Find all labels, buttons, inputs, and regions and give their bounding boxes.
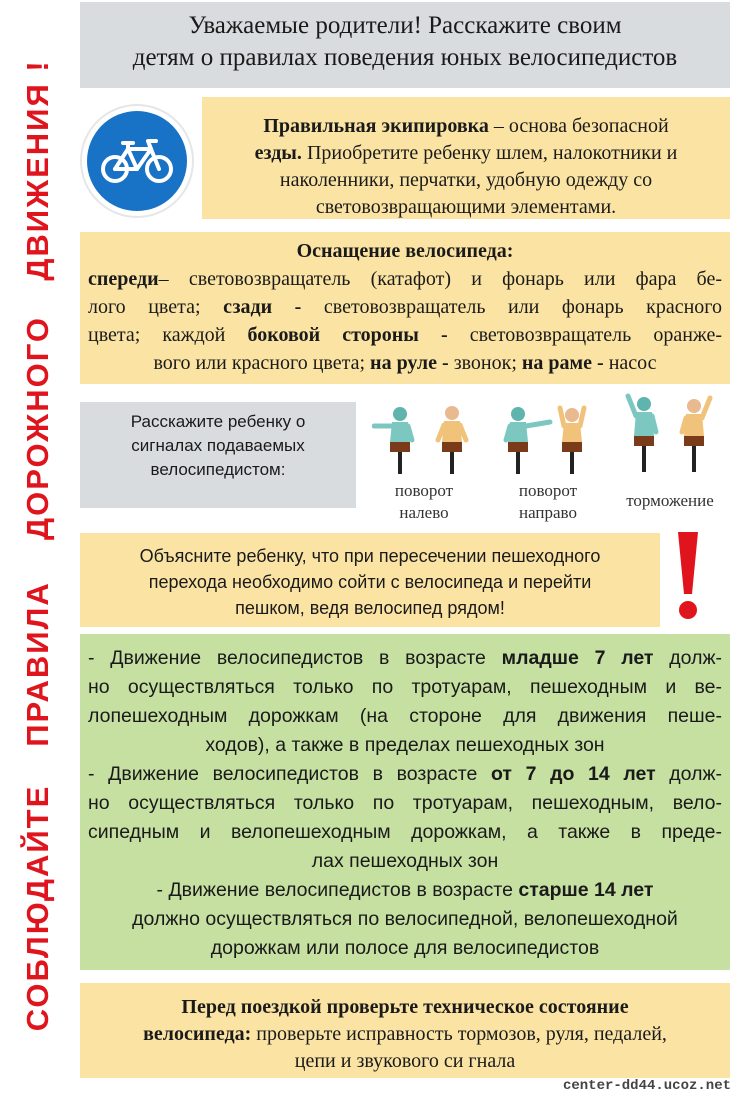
equipment-bold: Правильная экипировка <box>263 115 489 137</box>
bicycle-sign <box>80 104 194 218</box>
side-word-4: ДВИЖЕНИЯ ! <box>20 59 55 281</box>
bicycle-sign-disc <box>87 111 187 211</box>
signal-label-braking-1: торможение <box>626 491 714 510</box>
signal-label-right-1: поворот <box>518 481 578 500</box>
signals-line-1: Расскажите ребенку о <box>130 412 306 431</box>
signal-label-braking <box>606 490 734 512</box>
age-rule-1-line-3: лопешеходным дорожкам (на стороне для движения пеше- <box>88 705 722 727</box>
technical-check-line-3: цепи и звукового си гнала <box>294 1050 516 1072</box>
equipment-text-2: Приобретите ребенку шлем, налокотники и <box>301 142 678 164</box>
age-rule-1-line-2: но осуществляться только по тротуарам, пешеходным и ве- <box>88 676 722 698</box>
exclamation-icon <box>668 530 708 622</box>
age-rule-2-line-3: сипедным и велопешеходным дорожкам, а также в преде- <box>88 821 722 843</box>
signal-label-right-2: направо <box>519 503 577 522</box>
rear-label: сзади - <box>223 296 302 318</box>
signal-label-left-2: налево <box>399 503 449 522</box>
header-line-1: Уважаемые родители! Расскажите своим <box>188 12 622 39</box>
signal-label-left-1: поворот <box>394 481 454 500</box>
text: долж- <box>653 647 722 669</box>
bicycle-icon <box>101 137 173 185</box>
equipment-bold-2: езды. <box>254 142 302 164</box>
equipment-line-3: наколенники, перчатки, удобную одежду со <box>279 169 653 191</box>
age-rule-1-line-1 <box>88 644 722 673</box>
age-rule-1-line-4: ходов), а также в пределах пешеходных зон <box>205 734 605 756</box>
text: - Движение велосипедистов в возрасте <box>88 647 502 669</box>
equipment-box <box>202 97 730 219</box>
side-label: боковой стороны - <box>247 324 448 346</box>
front-text: – световозвращатель (катафот) и фонарь или фара бе- <box>158 268 722 290</box>
footer-url: center-dd44.ucoz.net <box>562 1078 731 1094</box>
bike-equipment-line-4 <box>88 349 722 377</box>
side-word-1: СОБЛЮДАЙТЕ <box>20 784 55 1032</box>
equipment-line-2 <box>208 140 724 167</box>
cyclist-left-turn-figure <box>372 400 478 476</box>
side-slogan <box>0 0 72 1098</box>
crossing-line-1: Объясните ребенку, что при пересечении пешеходного <box>139 546 601 566</box>
bicycle-label: велосипеда: <box>143 1023 252 1045</box>
age-rule-2-line-4: лах пешеходных зон <box>311 850 499 872</box>
equipment-text: – основа безопасной <box>488 115 669 137</box>
handlebar-text: звонок; <box>448 352 522 374</box>
text: проверьте исправность тормозов, руля, педалей, <box>251 1023 667 1045</box>
signals-line-3: велосипедистом: <box>150 460 286 479</box>
side-text: световозвращатель оранже- <box>447 324 723 346</box>
text: вого или красного цвета; <box>153 352 371 374</box>
crossing-line-2: перехода необходимо сойти с велосипеда и перейти <box>148 572 592 592</box>
text: долж- <box>655 763 722 785</box>
text: лого цвета; <box>88 296 224 318</box>
age-rule-2-line-2: но осуществляться только по тротуарам, пешеходным, вело- <box>88 792 722 814</box>
bike-equipment-line-1 <box>88 265 722 293</box>
text: - Движение велосипедистов в возрасте <box>156 879 519 901</box>
frame-text: насос <box>603 352 657 374</box>
header-line-2: детям о правилах поведения юных велосипедистов <box>132 44 678 71</box>
text: - Движение велосипедистов в возрасте <box>88 763 491 785</box>
side-word-2: ПРАВИЛА <box>20 581 55 747</box>
age-rule-2-line-1 <box>88 760 722 789</box>
equipment-line-1 <box>208 113 724 140</box>
age-under-7: младше 7 лет <box>501 647 654 669</box>
equipment-line-4: световозвращающими элементами. <box>315 196 617 218</box>
cyclist-braking-figure <box>616 392 722 476</box>
crossing-box <box>80 533 660 627</box>
frame-label: на раме - <box>521 352 604 374</box>
signal-label-right <box>494 480 602 524</box>
age-rules-box <box>80 634 730 970</box>
signal-label-left <box>370 480 478 524</box>
age-rule-3-line-3: дорожкам или полосе для велосипедистов <box>210 937 600 959</box>
front-label: спереди <box>88 268 159 290</box>
cyclist-right-turn-figure <box>494 400 600 476</box>
age-rule-3-line-1 <box>88 876 722 905</box>
rear-text: световозвращатель или фонарь красного <box>301 296 722 318</box>
handlebar-label: на руле - <box>370 352 449 374</box>
bike-equipment-box <box>80 232 730 384</box>
header-box <box>80 2 730 88</box>
technical-check-line-2 <box>80 1021 730 1048</box>
signals-box <box>80 402 356 508</box>
bike-equipment-title: Оснащение велосипеда: <box>296 240 514 262</box>
signals-line-2: сигналах подаваемых <box>131 436 305 455</box>
age-7-to-14: от 7 до 14 лет <box>490 763 656 785</box>
age-rule-3-line-2: должно осуществляться по велосипедной, велопешеходной <box>132 908 678 930</box>
crossing-line-3: пешком, ведя велосипед рядом! <box>235 598 505 618</box>
technical-check-box <box>80 983 730 1078</box>
bike-equipment-line-3 <box>88 321 722 349</box>
technical-check-title: Перед поездкой проверьте техническое состояние <box>181 996 629 1018</box>
bike-equipment-line-2 <box>88 293 722 321</box>
age-over-14: старше 14 лет <box>518 879 654 901</box>
side-word-3: ДОРОЖНОГО <box>20 316 55 540</box>
text: цвета; каждой <box>88 324 248 346</box>
